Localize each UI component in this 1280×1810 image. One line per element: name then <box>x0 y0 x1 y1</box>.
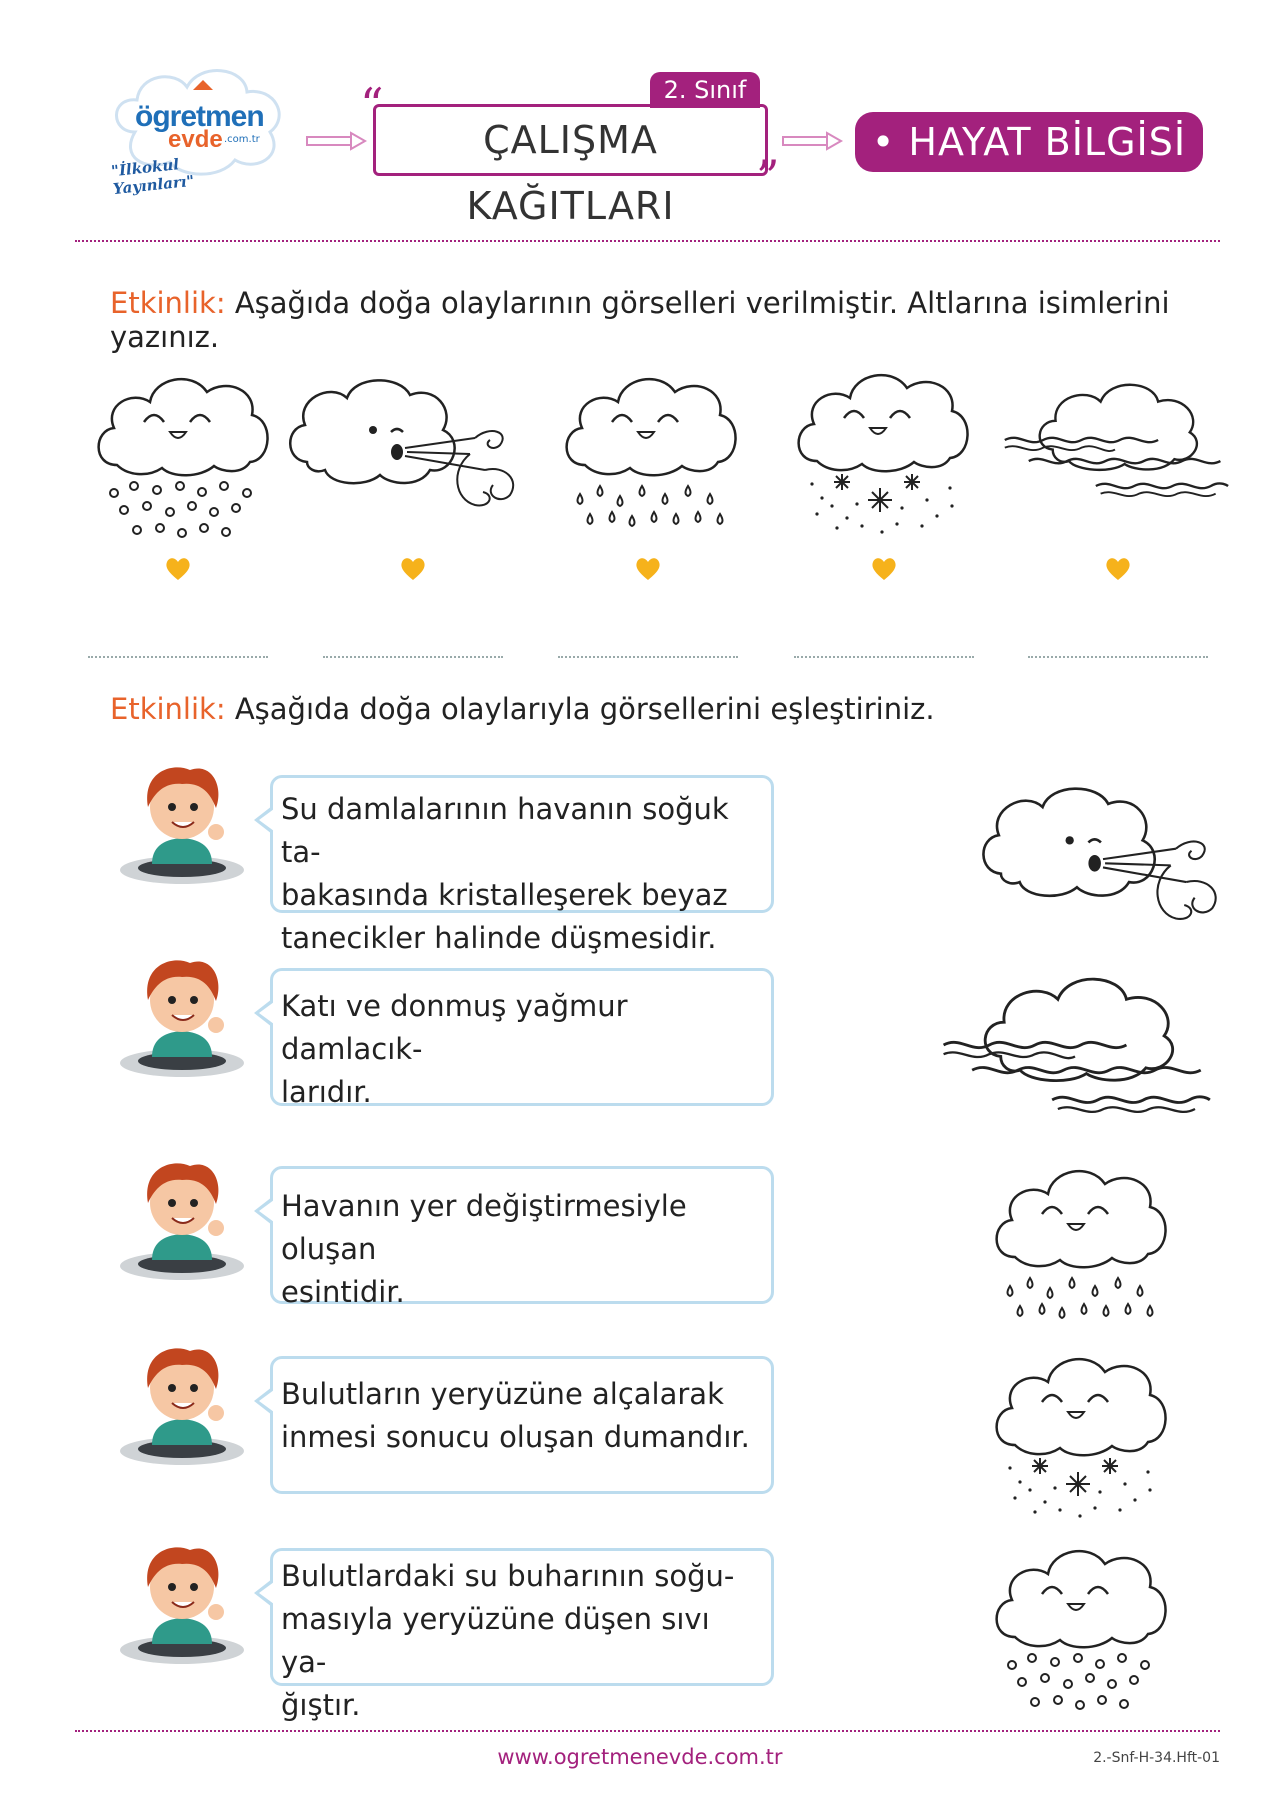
activity-text: Aşağıda doğa olaylarıyla görsellerini eşleştiriniz. <box>225 692 935 726</box>
divider <box>75 1730 1220 1732</box>
statement-text <box>281 1373 761 1459</box>
divider <box>75 240 1220 242</box>
arrow-right-icon <box>783 133 843 149</box>
girl-glasses-braids-image <box>112 945 252 1085</box>
footer-code: 2.-Snf-H-34.Hft-01 <box>1093 1750 1220 1766</box>
fog-cloud-image <box>1000 370 1230 514</box>
statement-line: Katı ve donmuş yağmur damlacık- <box>281 989 628 1066</box>
statement-line: Havanın yer değiştirmesiyle oluşan <box>281 1189 687 1266</box>
statement-line: Su damlalarının havanın soğuk ta- <box>281 792 729 869</box>
logo-text: ögretmen <box>135 100 264 133</box>
answer-line[interactable] <box>323 656 503 658</box>
rain-cloud-image <box>560 370 740 544</box>
match-fog-cloud-image[interactable] <box>935 965 1215 1129</box>
heart-icon <box>634 556 662 582</box>
statement-bubble[interactable] <box>270 968 774 1109</box>
hail-cloud-image <box>92 370 272 554</box>
match-snow-cloud-image[interactable] <box>990 1350 1170 1534</box>
statement-line: Bulutların yeryüzüne alçalarak <box>281 1377 724 1411</box>
subject-badge: • HAYAT BİLGİSİ • <box>855 112 1203 172</box>
page-title: ÇALIŞMA KAĞITLARI <box>373 104 768 176</box>
match-wind-cloud-image[interactable] <box>978 776 1228 940</box>
match-rain-cloud-image[interactable] <box>990 1162 1170 1336</box>
heart-icon <box>1104 556 1132 582</box>
activity-1-instruction <box>110 286 1170 354</box>
statement-text <box>281 985 761 1114</box>
activity-keyword: Etkinlik: <box>110 286 226 320</box>
answer-line[interactable] <box>1028 656 1208 658</box>
footer-url[interactable]: www.ogretmenevde.com.tr <box>497 1745 783 1769</box>
statement-bubble[interactable] <box>270 1356 774 1494</box>
close-quote: ” <box>756 150 780 204</box>
statement-line: larıdır. <box>281 1075 372 1109</box>
statement-line: masıyla yeryüzüne düşen sıvı ya- <box>281 1602 710 1679</box>
girl-blonde-image <box>112 1333 252 1473</box>
arrow-right-icon <box>307 133 367 149</box>
statement-line: tanecikler halinde düşmesidir. <box>281 921 717 955</box>
activity-2-instruction <box>110 692 1170 726</box>
wind-cloud-image <box>285 370 525 524</box>
statement-text <box>281 1555 761 1727</box>
statement-line: Bulutlardaki su buharının soğu- <box>281 1559 735 1593</box>
girl-red-hair-image <box>112 1532 252 1672</box>
answer-line[interactable] <box>88 656 268 658</box>
statement-text <box>281 788 761 960</box>
heart-icon <box>399 556 427 582</box>
statement-bubble[interactable] <box>270 1548 774 1722</box>
logo-domain: .com.tr <box>224 134 260 145</box>
boy-thinking-image <box>112 1148 252 1288</box>
logo-text-2: evde <box>168 126 223 153</box>
grade-label: 2. Sınıf <box>650 72 760 108</box>
activity-text: Aşağıda doğa olaylarının görselleri verilmiştir. Altlarına isimlerini yazınız. <box>110 286 1170 354</box>
statement-line: ğıştır. <box>281 1688 361 1722</box>
statement-bubble[interactable] <box>270 1166 774 1309</box>
girl-red-hair-image <box>112 752 252 892</box>
activity-keyword: Etkinlik: <box>110 692 226 726</box>
answer-line[interactable] <box>794 656 974 658</box>
match-hail-cloud-image[interactable] <box>990 1542 1170 1726</box>
heart-icon <box>870 556 898 582</box>
snow-cloud-image <box>792 366 972 550</box>
answer-line[interactable] <box>558 656 738 658</box>
statement-line: bakasında kristalleşerek beyaz <box>281 878 728 912</box>
logo-tagline: "İlkokul Yayınları" <box>110 155 196 199</box>
statement-bubble[interactable] <box>270 775 774 955</box>
open-quote: “ <box>360 78 384 132</box>
statement-line: inmesi sonucu oluşan dumandır. <box>281 1420 750 1454</box>
heart-icon <box>164 556 192 582</box>
statement-line: esintidir. <box>281 1275 405 1309</box>
statement-text <box>281 1185 761 1314</box>
